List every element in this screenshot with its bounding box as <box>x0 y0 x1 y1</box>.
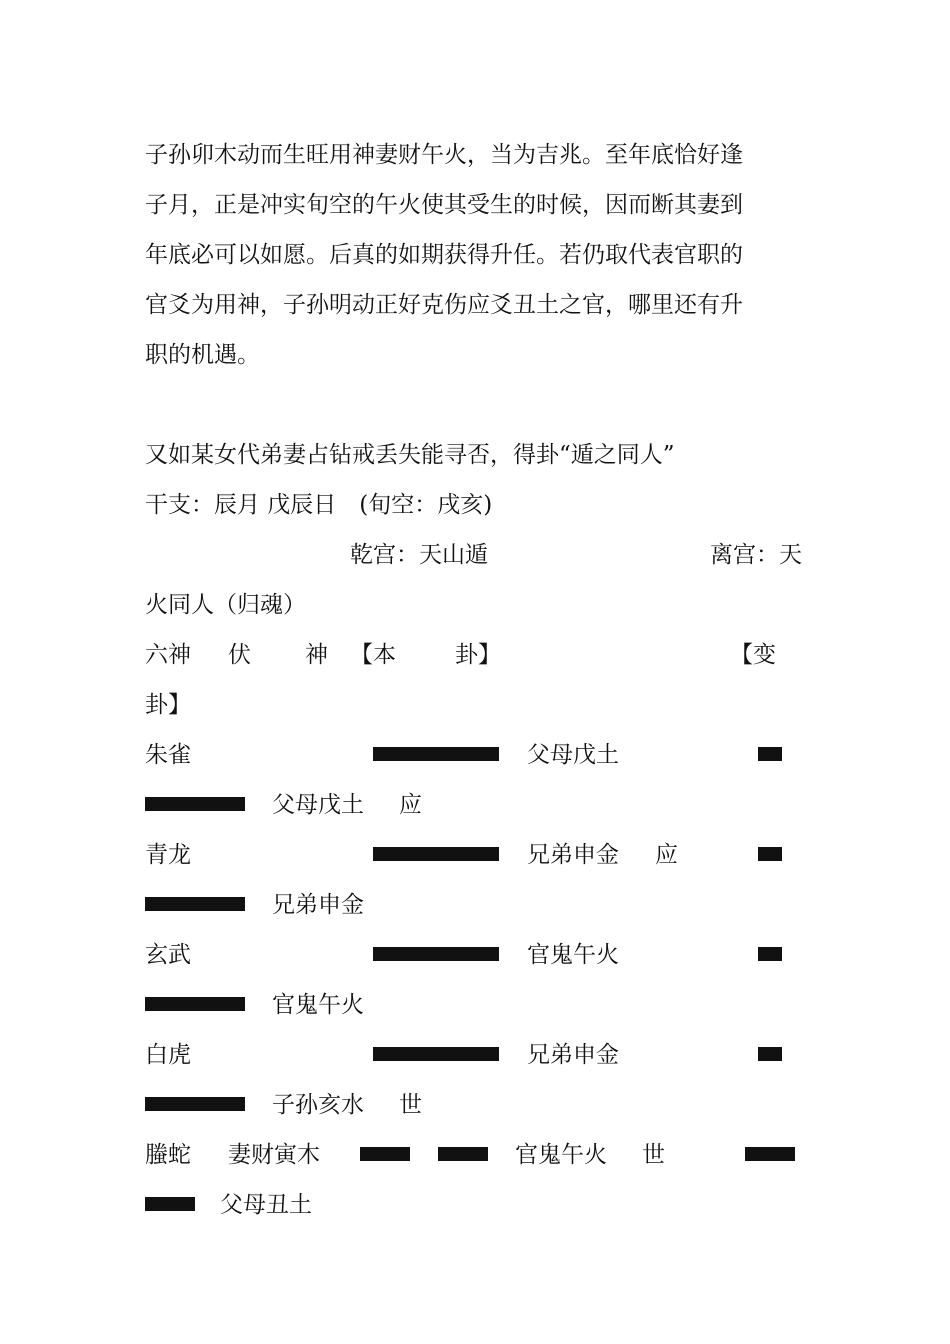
paragraph-gap <box>145 380 815 430</box>
paragraph-line: 官爻为用神，子孙明动正好克伤应爻丑土之官，哪里还有升 <box>145 292 743 318</box>
yang-line <box>373 830 499 880</box>
yang-bar <box>373 1047 499 1061</box>
yang-line <box>373 1030 499 1080</box>
yao-row-cont <box>145 980 815 1030</box>
paragraph-line: 年底必可以如愿。后真的如期获得升任。若仍取代表官职的 <box>145 242 743 268</box>
yao-row <box>145 1030 815 1080</box>
yin-segment <box>438 1147 488 1161</box>
six-god: 螣蛇 <box>145 1142 191 1168</box>
fushen-label: 妻财寅木 <box>228 1142 320 1168</box>
bian-line-end <box>145 980 245 1030</box>
header-gua: 卦】 <box>455 642 501 668</box>
shi-mark: 世 <box>642 1142 665 1168</box>
table-header-cont: 卦】 <box>145 692 191 718</box>
palace-right: 离宫：天 <box>710 542 802 568</box>
yang-line <box>373 730 499 780</box>
palace-line-cont: 火同人（归魂） <box>145 592 306 618</box>
ben-gua-label: 官鬼午火 <box>515 1142 607 1168</box>
yang-bar <box>373 747 499 761</box>
yin-line <box>360 1130 488 1180</box>
six-god: 白虎 <box>145 1042 191 1068</box>
ying-mark: 应 <box>399 792 422 818</box>
intro-line: 又如某女代弟妻占钻戒丢失能寻否，得卦“遁之同人” <box>145 442 675 468</box>
header-fu: 伏 <box>228 642 251 668</box>
paragraph-line: 职的机遇。 <box>145 342 260 368</box>
bian-gua-label: 父母戊土 <box>272 792 364 818</box>
bian-line-end <box>145 880 245 930</box>
paragraph-line: 子孙卯木动而生旺用神妻财午火，当为吉兆。至年底恰好逢 <box>145 142 743 168</box>
yao-row <box>145 730 815 780</box>
yao-row-cont <box>145 880 815 930</box>
six-god: 玄武 <box>145 942 191 968</box>
bian-line-end <box>145 1180 195 1230</box>
six-god: 朱雀 <box>145 742 191 768</box>
ben-gua-label: 兄弟申金 <box>527 842 619 868</box>
ben-gua-label: 父母戊土 <box>527 742 619 768</box>
palace-left: 乾宫：天山遁 <box>350 542 488 568</box>
yao-row-cont <box>145 780 815 830</box>
bian-line-start <box>758 1030 782 1080</box>
shi-mark: 世 <box>399 1092 422 1118</box>
yao-row <box>145 830 815 880</box>
bian-line-start <box>745 1130 795 1180</box>
table-header <box>145 630 815 680</box>
six-god: 青龙 <box>145 842 191 868</box>
ben-gua-label: 兄弟申金 <box>527 1042 619 1068</box>
yao-row-cont <box>145 1080 815 1130</box>
header-liushen: 六神 <box>145 642 191 668</box>
header-ben: 【本 <box>350 642 396 668</box>
yao-row <box>145 1130 815 1180</box>
bian-line-end <box>145 780 245 830</box>
paragraph-line: 子月，正是冲实旬空的午火使其受生的时候，因而断其妻到 <box>145 192 743 218</box>
palace-line <box>145 530 815 580</box>
bian-line-end <box>145 1080 245 1130</box>
bian-line-start <box>758 830 782 880</box>
yin-segment <box>360 1147 410 1161</box>
header-shen: 神 <box>305 642 328 668</box>
ben-gua-label: 官鬼午火 <box>527 942 619 968</box>
document-page <box>145 130 815 1230</box>
bian-line-start <box>758 730 782 780</box>
yang-line <box>373 930 499 980</box>
yao-row-cont <box>145 1180 815 1230</box>
yao-row <box>145 930 815 980</box>
bian-gua-label: 官鬼午火 <box>272 992 364 1018</box>
paragraph-1 <box>145 130 815 380</box>
yao-table <box>145 730 815 1230</box>
bian-gua-label: 兄弟申金 <box>272 892 364 918</box>
bian-gua-label: 子孙亥水 <box>272 1092 364 1118</box>
header-bian: 【变 <box>730 642 776 668</box>
yang-bar <box>373 947 499 961</box>
ying-mark: 应 <box>655 842 678 868</box>
bian-line-start <box>758 930 782 980</box>
bian-gua-label: 父母丑土 <box>220 1192 312 1218</box>
ganzhi-line: 干支：辰月 戊辰日 (旬空：戌亥) <box>145 492 493 518</box>
yang-bar <box>373 847 499 861</box>
